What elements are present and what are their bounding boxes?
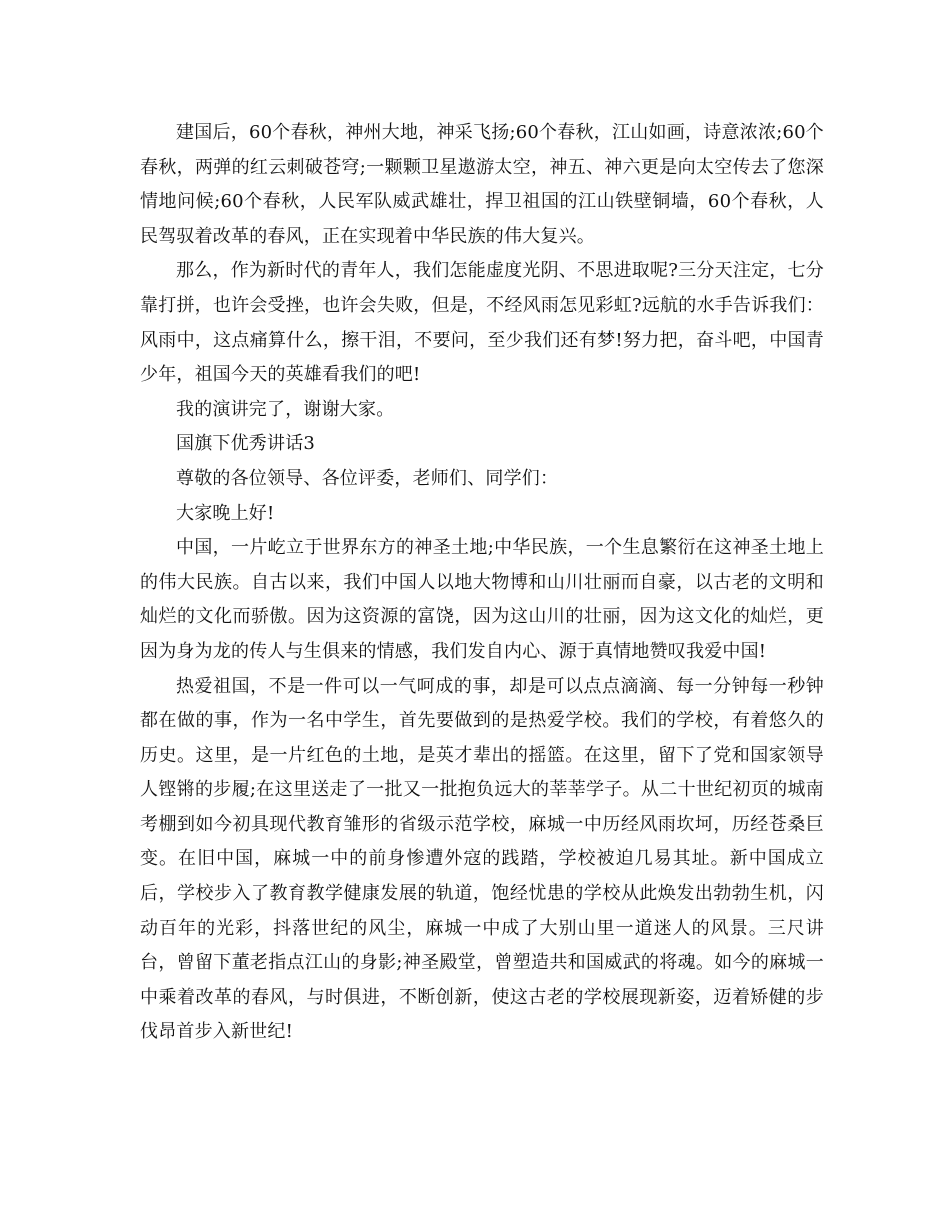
paragraph-school: 热爱祖国，不是一件可以一气呵成的事，却是可以点点滴滴、每一分钟每一秒钟都在做的事，作为一名中学生，首先要做到的是热爱学校。我们的学校，有着悠久的历史。这里，是一片红色的土地，是英才辈出的摇篮。在这里，留下了党和国家领导人铿锵的步履;在这里送走了一批又一批抱负远大的莘莘学子。从二十世纪初页的城南考棚到如今初具现代教育雏形的省级示范学校，麻城一中历经风雨坎坷，历经苍桑巨变。在旧中国，麻城一中的前身惨遭外寇的践踏，学校被迫几易其址。新中国成立后，学校步入了教育教学健康发展的轨道，饱经忧患的学校从此焕发出勃勃生机，闪动百年的光彩，抖落世纪的风尘，麻城一中成了大别山里一道迷人的风景。三尺讲台，曾留下董老指点江山的身影;神圣殿堂，曾塑造共和国威武的将魂。如今的麻城一中乘着改革的春风，与时俱进，不断创新，使这古老的学校展现新姿，迈着矫健的步伐昂首步入新世纪! (140, 675, 824, 1043)
section-heading: 国旗下优秀讲话3 (176, 433, 316, 455)
paragraph-youth: 那么，作为新时代的青年人，我们怎能虚度光阴、不思进取呢?三分天注定，七分靠打拼，也许会受挫，也许会失败，但是，不经风雨怎见彩虹?远航的水手告诉我们：风雨中，这点痛算什么，擦干泪，不要问，至少我们还有梦!努力把，奋斗吧，中国青少年，祖国今天的英雄看我们的吧! (140, 260, 824, 386)
paragraph-salutation: 尊敬的各位领导、各位评委，老师们、同学们： (176, 467, 559, 489)
paragraph-greeting: 大家晚上好! (176, 502, 275, 524)
document-body (140, 116, 824, 1050)
paragraph-anniversary: 建国后，60个春秋，神州大地，神采飞扬;60个春秋，江山如画，诗意浓浓;60个春秋，两弹的红云刺破苍穹;一颗颗卫星遨游太空，神五、神六更是向太空传去了您深情地问候;60个春秋，人民军队威武雄壮，捍卫祖国的江山铁壁铜墙，60个春秋，人民驾驭着改革的春风，正在实现着中华民族的伟大复兴。 (140, 122, 824, 247)
paragraph-china: 中国，一片屹立于世界东方的神圣土地;中华民族，一个生息繁衍在这神圣土地上的伟大民族。自古以来，我们中国人以地大物博和山川壮丽而自豪，以古老的文明和灿烂的文化而骄傲。因为这资源的富饶，因为这山川的壮丽，因为这文化的灿烂，更因为身为龙的传人与生俱来的情感，我们发自内心、源于真情地赞叹我爱中国! (140, 537, 824, 662)
paragraph-closing: 我的演讲完了，谢谢大家。 (176, 398, 395, 420)
